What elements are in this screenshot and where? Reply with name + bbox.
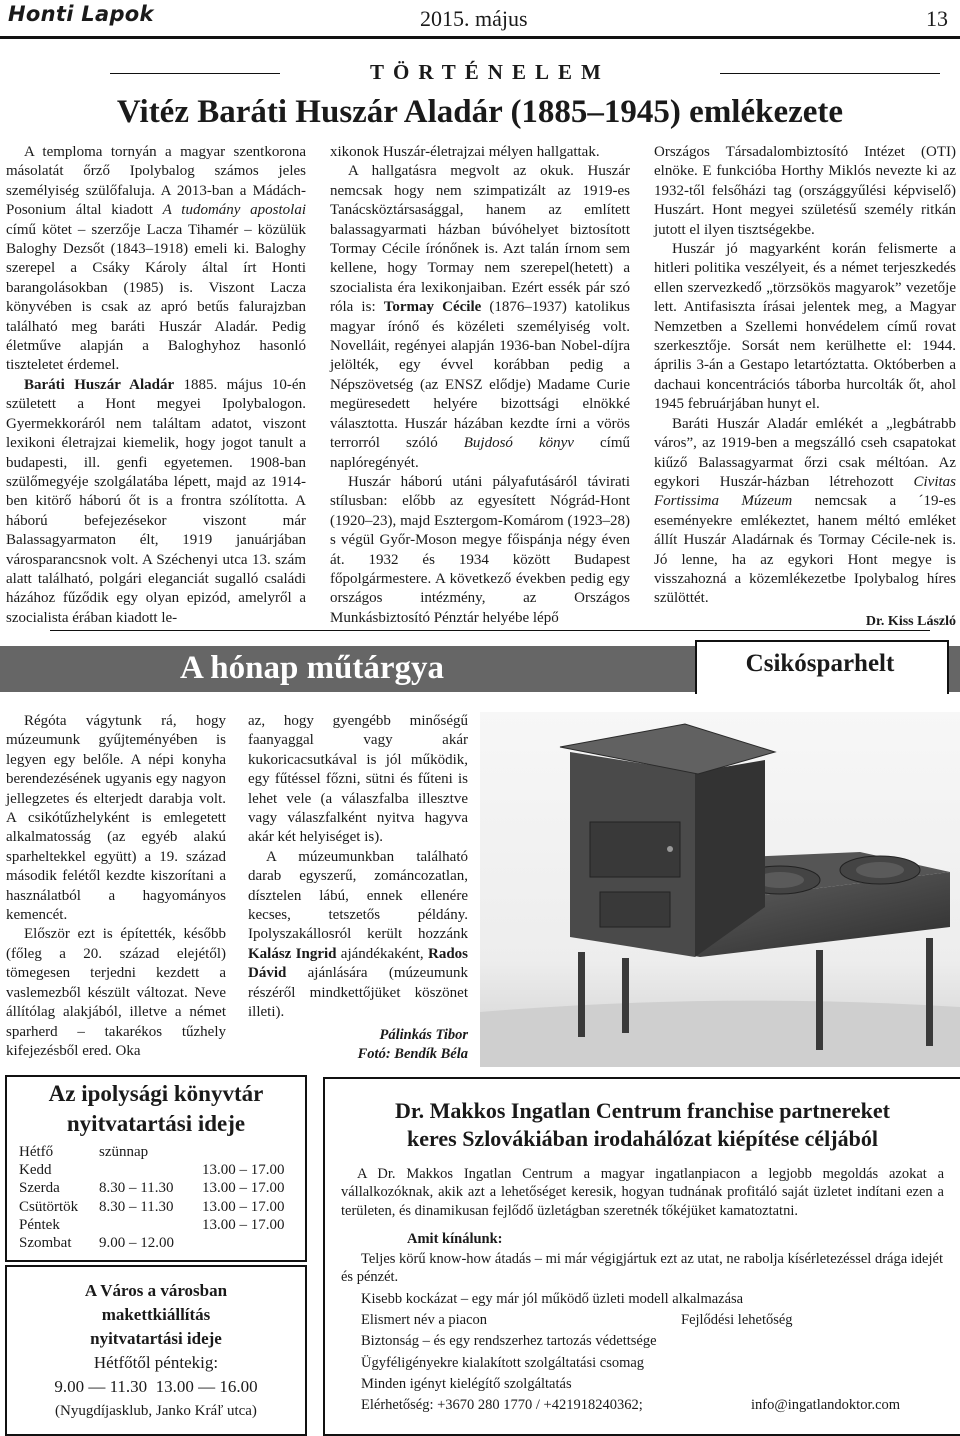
text: Baráti Huszár Aladár emlékét a „legbátrabb város”, az 1919-ben a megszálló cseh csapatokat kiűző Balassagyarmat őrzi csak méltóan. Az egykori Huszár-házban létrehozott: [654, 415, 956, 490]
issue-date: 2015. május: [420, 6, 528, 31]
text: (1876–1937) katolikus magyar írónő és közéleti személyiség volt. Novelláit, regényei alapján 1936-ban Nobel-díjra jelölték, egy évvel korábban pedig a Népszövetség (az ENSZ elődje) Madame Curie megüresedett helyére bizottsági elnökké választotta. Huszár házában kezdte írni a vörös terrorról szóló: [330, 299, 631, 452]
book-title: A tudomány apostolai: [162, 202, 307, 219]
article-paragraph: Országos Társadalombiztosító Intézet (OTI) elnöke. E funkcióba Horthy Miklós nevezte ki az 1932-től felsőházi tag (országgyűlési képviselő) Huszárt. Hont megyei születésű személy ritkán jutott el ilyen tisztségekbe.: [654, 144, 956, 238]
stove-photo: [480, 712, 960, 1067]
library-hours-row: [19, 1161, 293, 1179]
article-paragraph: xikonok Huszár-életrajzai mélyen hallgattak.: [330, 144, 600, 160]
text: A hallgatásra megvolt az okuk. Huszár nemcsak hogy nem szimpatizált az 1919-es Tanácsköztársasággal, hanem az említett balassagyarmati házban búvóhelyet biztosított Tormay Cécile írónőnek is. Azt talán írnom sem kellene, hogy Tormay nem szerepel(hetett) a szocialista éra lexikonjaiban. Ezért essék pár szó róla is:: [330, 163, 630, 316]
donor-name: Kalász Ingrid: [248, 945, 337, 962]
ad-title-line1: Dr. Makkos Ingatlan Centrum franchise partnereket: [395, 1098, 890, 1123]
ad-offer-item: Ügyféligényekre kialakított szolgáltatási csomag: [361, 1354, 645, 1371]
recommender-name: Rados Dávid: [248, 945, 469, 982]
article-paragraph: [6, 376, 306, 628]
article-paragraph: Huszár jó magyarként korán felismerte a hitleri politika veszélyeit, és a német terjeszkedés ellen szervezkedő „törzsökös magyarok” vezetője lett. Antifasiszta írásai jelentek meg, a Magyar Nemzetben a Szellemi honvédelem című rovat szerkesztője. Sorsát nem kerülhette el: 1944. április 3-án a Gestapo letartóztatta. Októberben a dachaui koncentrációs táborba hurcolták őt, ahol 1945 februárjában hunyt el.: [654, 241, 956, 413]
library-hours-row: [19, 1179, 293, 1197]
ad-offer-item: Minden igényt kielégítő szolgáltatás: [361, 1375, 572, 1392]
offer-text: Elismert név a piacon: [361, 1312, 488, 1329]
ad-offer-item: Kisebb kockázat – egy már jól működő üzleti modell alkalmazása: [361, 1290, 744, 1307]
hours-cell-day: Péntek: [19, 1216, 60, 1233]
hours-cell-day: Szombat: [19, 1235, 72, 1252]
ad-offer-item: Teljes körű know-how átadás – mi már végigjártuk ezt az utat, ne rabolja kísérletezéssel drága idejét és pénzét.: [341, 1251, 943, 1286]
section-heading: TÖRTÉNELEM: [370, 60, 610, 84]
hours-cell-pm: [202, 1143, 293, 1161]
person-name: Baráti Huszár Aladár: [24, 376, 175, 393]
book-title: Bujdosó könyv: [463, 435, 574, 452]
article-column-1: [6, 143, 306, 628]
hours-cell-day: Csütörtök: [19, 1198, 79, 1215]
item-paragraph: az, hogy gyengébb minőségű faanyaggal vagy akár kukoricacsutkával is jól működik, egy fűtéssel főzni, sütni és fűteni is lehet vele (a válaszfalba illesztve vagy válaszfalként nyitva hagyva akár két helyiséget is).: [248, 713, 468, 846]
ad-offer-item: [361, 1311, 960, 1329]
item-author: Pálinkás Tibor: [379, 1026, 468, 1043]
section-rule-left: [110, 73, 280, 74]
hours-cell-pm: 13.00 – 17.00: [202, 1198, 285, 1215]
item-column-1: [6, 712, 226, 1061]
masthead-brand: Honti Lapok: [8, 2, 154, 26]
offer-text: Fejlődési lehetőség: [681, 1312, 793, 1329]
exhibit-place: (Nyugdíjasklub, Janko Kráľ utca): [55, 1403, 257, 1419]
exhibit-subtitle: makettkiállítás: [101, 1305, 211, 1324]
object-title: Csikósparhelt: [745, 650, 895, 677]
article-title: Vitéz Baráti Huszár Aladár (1885–1945) emlékezete: [116, 94, 844, 130]
exhibit-days: Hétfőtől péntekig:: [93, 1353, 219, 1372]
section-rule-right: [720, 73, 940, 74]
ad-title-line2: keres Szlovákiában irodahálózat kiépítése céljából: [407, 1126, 878, 1151]
exhibit-hours-heading: nyitvatartási ideje: [90, 1329, 222, 1348]
article-paragraph: [6, 143, 306, 376]
hours-cell-pm: 13.00 – 17.00: [202, 1216, 285, 1233]
library-hours-row: [19, 1234, 293, 1252]
item-paragraph: Régóta vágytunk rá, hogy múzeumunk gyűjteményében is legyen egy belőle. A népi konyha berendezésének ugyanis egy nagyon jellegzetes és elterjedt darabja volt. A csikótűzhelyként is emlegetett alkalmatosság (az egyéb alakú sparheltekkel együtt) a 19. század második felétől kezdte kiszorítani a használatból a hagyományos kemencét.: [6, 713, 226, 924]
article-paragraph: Huszár háború utáni pályafutásáról távirati stílusban: előbb az egyesített Nógrád-Hont (1920–23), majd Esztergom-Komárom (1923–28) s végül Győr-Moson megye főispánja négy éven át. 1932 és 1934 között Budapest főpolgármestere. A következő években pedig egy országos intézmény, az Országos Munkásbiztosító Pénztár helyébe lépő: [330, 473, 630, 626]
ad-offer-heading: Amit kínálunk:: [407, 1230, 503, 1247]
library-title-line1: Az ipolysági könyvtár: [48, 1081, 264, 1106]
text: című naplóregényét.: [330, 435, 631, 471]
banner-title: A hónap műtárgya: [180, 650, 445, 686]
museum-name: Civitas Fortissima Múzeum: [654, 473, 956, 510]
library-title-line2: nyitvatartási ideje: [66, 1111, 246, 1136]
person-name: Tormay Cécile: [383, 299, 482, 316]
hours-cell-am: 9.00 – 12.00: [99, 1235, 174, 1252]
text: 1885. május 10-én született a Hont megyei Ipolybalogon. Gyermekkoráról nem találtam adatot, viszont lexikoni életrajzai kiemelik, hogy jogot tanult a budapesti, ill. genfi egyetemen. 1908-ban szülőmegyéje szolgálatába lépett, majd az 1914-ben kitörő háború őt is a frontra szólította. A háború befejezésekor viszont már Balassagyarmaton élt, 1919 januárjában városparancsnok volt. A Széchenyi utca 13. szám alatt található, polgári eleganciát sugalló családi házához fűződik egy olyan epizód, amelyről a szocialista érában kiadott le-: [6, 376, 306, 626]
item-column-2: [248, 712, 468, 1064]
hours-cell-day: Hétfő: [19, 1144, 54, 1160]
hours-cell-am: szünnap: [99, 1144, 149, 1160]
hours-cell-pm: 13.00 – 17.00: [202, 1162, 285, 1179]
page-number: 13: [926, 6, 948, 31]
hours-cell-am: [99, 1161, 202, 1179]
article-column-2: [330, 143, 630, 628]
text: nemcsak a ´19-es eseményekre emlékeztet, hanem méltó emléket állít Huszár Aladárnak és Tormay Cécile-nek is. Jó lenne, ha az egykori Hont megye is visszahozná a közemlékezetbe Ipolybalog híres szülöttét.: [654, 493, 956, 607]
hours-cell-day: Szerda: [19, 1180, 60, 1197]
hours-cell-day: Kedd: [19, 1162, 52, 1179]
hours-cell-am: 8.30 – 11.30: [99, 1198, 174, 1215]
ad-offer-item: Biztonság – és egy rendszerhez tartozás védettsége: [361, 1333, 657, 1350]
hours-cell-pm: [202, 1234, 293, 1252]
hours-cell-am: 8.30 – 11.30: [99, 1180, 174, 1197]
text: A temploma tornyán a magyar szentkorona másolatát őrző Ipolybalog számos jeles személyiség szülőfaluja. A 2013-ban a Mádách-Posonium által kiadott: [6, 144, 306, 219]
photo-credit: Fotó: Bendík Béla: [357, 1045, 468, 1062]
library-hours-table: [19, 1143, 293, 1252]
exhibit-hours-box: [5, 1265, 307, 1436]
item-paragraph: [248, 848, 468, 1023]
header-rule: [0, 36, 960, 39]
text: ajándékaként,: [336, 945, 428, 962]
ad-contact: [361, 1396, 960, 1414]
item-paragraph: Először ezt is építették, később (főleg a 20. század elejétől) tömegesen terjedni kezdett a vaslemezből készült változat. Neve állítólag alakjából, illetve a német sparherd – takarékos tűzhely kifejezésből ered. Oka: [6, 926, 226, 1059]
section-divider: [50, 630, 930, 631]
library-hours-row: [19, 1216, 293, 1234]
ad-intro: A Dr. Makkos Ingatlan Centrum a magyar ingatlanpiacon a legjobb megoldás azokat a vállalkozóknak, akik azt a lehetőséget keresik, hogyan tudnának profitáló saját üzletet indítani ezen a területen, és dinamikusan fejlődő üzletágban szeretnék tőkéjüket kamatoztatni.: [341, 1166, 944, 1219]
article-paragraph: [330, 162, 630, 473]
library-hours-box: [5, 1075, 307, 1262]
hours-cell-am: [99, 1216, 202, 1234]
franchise-ad: [323, 1077, 960, 1436]
article-column-3: [654, 143, 956, 631]
contact-email[interactable]: info@ingatlandoktor.com: [751, 1397, 901, 1414]
text: ajánlására (múzeumunk részéről mindkettőjüket köszönet illeti).: [248, 965, 468, 1021]
author-signature: Dr. Kiss László: [865, 613, 956, 629]
hours-cell-pm: 13.00 – 17.00: [202, 1180, 285, 1197]
text: című kötet – szerzője Lacza Tihamér – közülük Baloghy Dezsőt (1843–1918) emeli ki. Baloghy szerepel a Csáky Károly által írt Honti barangolásokban (1985) is. Viszont Lacza könyvében is csak az apró betűs falurajzban található meg baráti Huszár Aladár. Pedig életműve alapján a Baloghyhoz hasonló tiszteletet érdemel.: [6, 221, 306, 374]
exhibit-hours: 9.00 — 11.30 13.00 — 16.00: [54, 1377, 258, 1396]
contact-phone: Elérhetőség: +3670 280 1770 / +421918240362;: [361, 1397, 643, 1414]
text: A múzeumunkban található darab egyszerű, zománcozatlan, dísztelen lábú, ennek ellenére kecses, tetszetős példány. Ipolyszakállosról került hozzánk: [248, 848, 468, 943]
exhibit-title: A Város a városban: [84, 1281, 228, 1300]
library-hours-row: [19, 1198, 293, 1216]
library-hours-row: [19, 1143, 293, 1161]
article-paragraph: [654, 415, 956, 609]
